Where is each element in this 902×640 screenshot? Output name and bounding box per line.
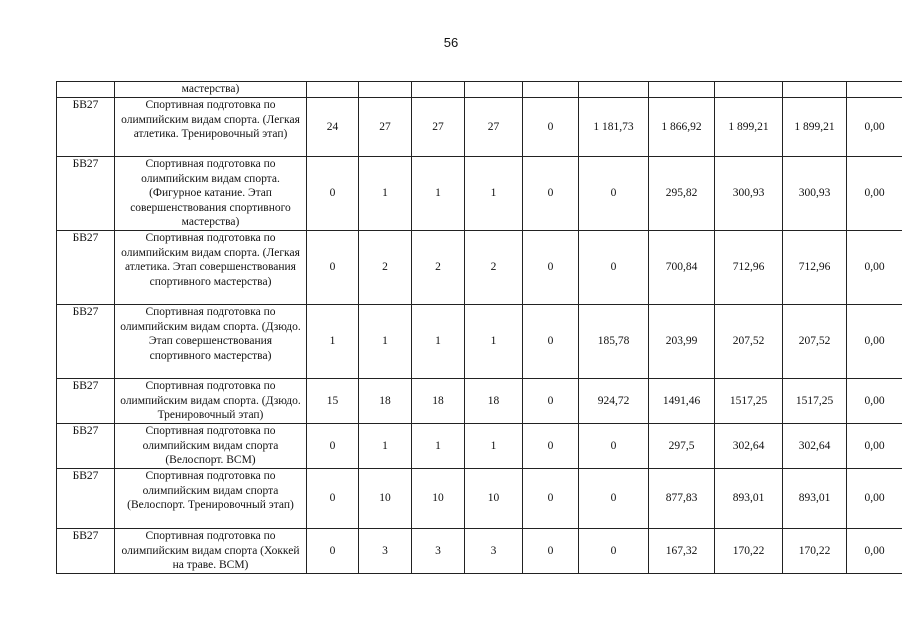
value-cell: 2 [465,231,523,305]
value-cell: 3 [412,529,465,574]
value-cell: 0 [523,305,579,379]
description-cell: Спортивная подготовка по олимпийским видам спорта. (Легкая атлетика. Тренировочный этап) [115,98,307,157]
description-cell: Спортивная подготовка по олимпийским видам спорта. (Легкая атлетика. Этап совершенствования спортивного мастерства) [115,231,307,305]
value-cell: 1 [359,157,412,231]
value-cell: 170,22 [783,529,847,574]
value-cell: 0,00 [847,98,902,157]
description-cell: мастерства) [115,82,307,98]
value-cell: 1 [465,305,523,379]
value-cell: 0 [579,157,649,231]
value-cell: 295,82 [649,157,715,231]
value-cell: 297,5 [649,424,715,469]
value-cell: 15 [307,379,359,424]
value-cell: 170,22 [715,529,783,574]
value-cell: 1517,25 [715,379,783,424]
value-cell: 1517,25 [783,379,847,424]
value-cell: 18 [359,379,412,424]
value-cell: 10 [359,469,412,529]
value-cell [847,82,902,98]
description-cell: Спортивная подготовка по олимпийским видам спорта. (Фигурное катание. Этап совершенствования спортивного мастерства) [115,157,307,231]
code-cell [57,82,115,98]
value-cell: 207,52 [715,305,783,379]
description-cell: Спортивная подготовка по олимпийским видам спорта (Хоккей на траве. ВСМ) [115,529,307,574]
table-row [57,424,902,469]
value-cell: 3 [465,529,523,574]
value-cell: 0,00 [847,379,902,424]
value-cell: 1 [412,305,465,379]
budget-table [56,81,902,574]
value-cell: 1 [359,305,412,379]
value-cell: 0,00 [847,305,902,379]
table-row [57,469,902,529]
value-cell [359,82,412,98]
value-cell: 877,83 [649,469,715,529]
value-cell: 302,64 [715,424,783,469]
value-cell: 1 [412,424,465,469]
table-row-continuation [57,82,902,98]
value-cell: 0 [523,469,579,529]
value-cell: 712,96 [715,231,783,305]
value-cell: 893,01 [715,469,783,529]
value-cell: 0 [523,379,579,424]
value-cell: 2 [359,231,412,305]
table-row [57,231,902,305]
value-cell [307,82,359,98]
value-cell [715,82,783,98]
value-cell: 712,96 [783,231,847,305]
value-cell: 10 [412,469,465,529]
value-cell [523,82,579,98]
value-cell: 1 [359,424,412,469]
value-cell: 24 [307,98,359,157]
value-cell: 0 [579,469,649,529]
description-cell: Спортивная подготовка по олимпийским видам спорта (Велоспорт. Тренировочный этап) [115,469,307,529]
value-cell: 0 [523,529,579,574]
description-cell: Спортивная подготовка по олимпийским видам спорта (Велоспорт. ВСМ) [115,424,307,469]
description-cell: Спортивная подготовка по олимпийским видам спорта. (Дзюдо. Этап совершенствования спортивного мастерства) [115,305,307,379]
value-cell: 0 [523,424,579,469]
value-cell: 185,78 [579,305,649,379]
value-cell: 203,99 [649,305,715,379]
value-cell: 300,93 [715,157,783,231]
value-cell: 300,93 [783,157,847,231]
value-cell [465,82,523,98]
value-cell: 0,00 [847,424,902,469]
value-cell: 0,00 [847,529,902,574]
description-cell: Спортивная подготовка по олимпийским видам спорта. (Дзюдо. Тренировочный этап) [115,379,307,424]
value-cell: 3 [359,529,412,574]
value-cell: 0 [579,424,649,469]
value-cell: 0 [523,157,579,231]
value-cell: 18 [412,379,465,424]
value-cell: 1 [412,157,465,231]
code-cell: БВ27 [57,379,115,424]
value-cell: 1 181,73 [579,98,649,157]
code-cell: БВ27 [57,305,115,379]
value-cell: 0 [579,529,649,574]
table-row [57,305,902,379]
code-cell: БВ27 [57,231,115,305]
value-cell: 0 [307,424,359,469]
value-cell: 0 [307,157,359,231]
value-cell: 0 [523,231,579,305]
value-cell [783,82,847,98]
value-cell: 0,00 [847,231,902,305]
value-cell: 27 [465,98,523,157]
value-cell: 207,52 [783,305,847,379]
value-cell: 1 866,92 [649,98,715,157]
value-cell: 1 [307,305,359,379]
code-cell: БВ27 [57,529,115,574]
value-cell: 10 [465,469,523,529]
value-cell: 0 [307,469,359,529]
table-row [57,379,902,424]
value-cell: 2 [412,231,465,305]
value-cell: 1 [465,157,523,231]
value-cell: 18 [465,379,523,424]
value-cell: 27 [359,98,412,157]
table-row [57,98,902,157]
value-cell: 0 [307,529,359,574]
value-cell: 924,72 [579,379,649,424]
value-cell: 0 [523,98,579,157]
value-cell: 1491,46 [649,379,715,424]
value-cell: 0,00 [847,157,902,231]
code-cell: БВ27 [57,157,115,231]
value-cell: 1 899,21 [783,98,847,157]
value-cell: 893,01 [783,469,847,529]
value-cell: 167,32 [649,529,715,574]
value-cell: 302,64 [783,424,847,469]
value-cell: 27 [412,98,465,157]
table-row [57,157,902,231]
value-cell: 0,00 [847,469,902,529]
value-cell: 700,84 [649,231,715,305]
page-number: 56 [443,35,459,50]
code-cell: БВ27 [57,469,115,529]
value-cell [412,82,465,98]
code-cell: БВ27 [57,424,115,469]
value-cell: 1 [465,424,523,469]
code-cell: БВ27 [57,98,115,157]
value-cell [649,82,715,98]
value-cell: 0 [579,231,649,305]
value-cell [579,82,649,98]
value-cell: 0 [307,231,359,305]
table-row [57,529,902,574]
value-cell: 1 899,21 [715,98,783,157]
